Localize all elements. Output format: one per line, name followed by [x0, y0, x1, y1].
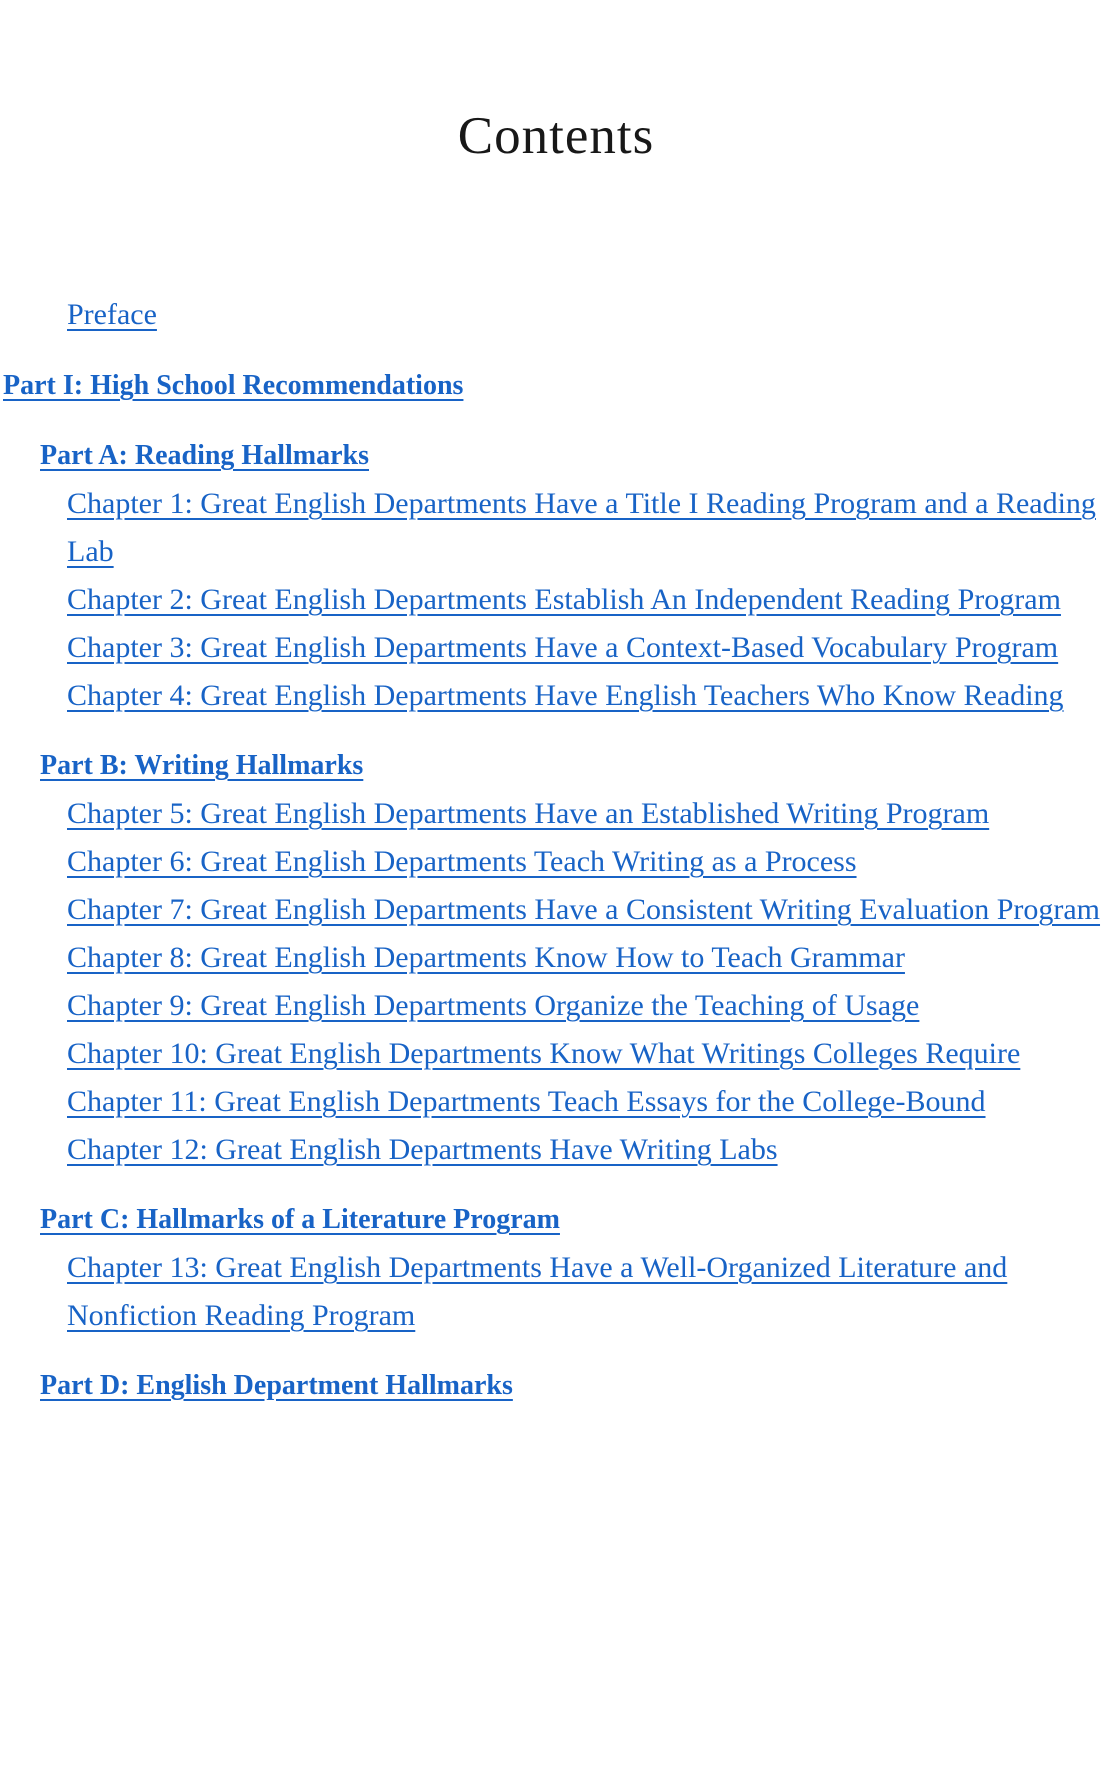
toc-link-chapter-3[interactable]: Chapter 3: Great English Departments Have a Context-Based Vocabulary Program: [67, 631, 1059, 664]
toc-link-chapter-12[interactable]: Chapter 12: Great English Departments Have Writing Labs: [67, 1133, 778, 1166]
toc-link-chapter-5[interactable]: Chapter 5: Great English Departments Have an Established Writing Program: [67, 797, 990, 830]
toc-row-part-d: [40, 1362, 1100, 1410]
toc-link-chapter-9[interactable]: Chapter 9: Great English Departments Organize the Teaching of Usage: [67, 989, 920, 1022]
toc-link-chapter-13[interactable]: Chapter 13: Great English Departments Have a Well-Organized Literature and Nonfiction Reading Program: [67, 1251, 1008, 1332]
toc-link-chapter-2[interactable]: Chapter 2: Great English Departments Establish An Independent Reading Program: [67, 583, 1061, 616]
list-item: [67, 1126, 1100, 1174]
toc-link-chapter-8[interactable]: Chapter 8: Great English Departments Know How to Teach Grammar: [67, 941, 905, 974]
chapter-list-part-a: [0, 480, 1112, 720]
chapter-list-part-b: [0, 790, 1112, 1174]
toc-link-chapter-4[interactable]: Chapter 4: Great English Departments Have English Teachers Who Know Reading: [67, 679, 1064, 712]
toc-link-part-i[interactable]: Part I: High School Recommendations: [3, 370, 464, 401]
toc-row-part-c: [40, 1196, 1100, 1244]
list-item: [67, 790, 1100, 838]
list-item: [67, 480, 1100, 576]
list-item: [67, 886, 1100, 934]
table-of-contents: [0, 291, 1112, 1410]
toc-link-chapter-7[interactable]: Chapter 7: Great English Departments Have a Consistent Writing Evaluation Program: [67, 893, 1101, 926]
toc-row-preface: [67, 291, 1100, 339]
toc-section-part-b: [0, 742, 1112, 1174]
chapter-list-part-c: [0, 1244, 1112, 1340]
list-item: [67, 1244, 1100, 1340]
toc-row-part-i: [3, 362, 1100, 410]
toc-section-part-c: [0, 1196, 1112, 1340]
toc-row-part-a: [40, 432, 1100, 480]
toc-link-part-b[interactable]: Part B: Writing Hallmarks: [40, 750, 364, 781]
toc-link-chapter-1[interactable]: Chapter 1: Great English Departments Have a Title I Reading Program and a Reading Lab: [67, 487, 1096, 568]
list-item: [67, 982, 1100, 1030]
toc-row-part-b: [40, 742, 1100, 790]
toc-link-chapter-6[interactable]: Chapter 6: Great English Departments Teach Writing as a Process: [67, 845, 857, 878]
list-item: [67, 934, 1100, 982]
toc-section-part-a: [0, 432, 1112, 720]
toc-link-chapter-11[interactable]: Chapter 11: Great English Departments Teach Essays for the College-Bound: [67, 1085, 986, 1118]
list-item: [67, 1030, 1100, 1078]
toc-link-part-a[interactable]: Part A: Reading Hallmarks: [40, 440, 369, 471]
contents-title: Contents: [457, 107, 655, 165]
list-item: [67, 624, 1100, 672]
toc-section-part-d: [0, 1362, 1112, 1410]
list-item: [67, 672, 1100, 720]
toc-link-preface[interactable]: Preface: [67, 298, 157, 331]
toc-link-part-c[interactable]: Part C: Hallmarks of a Literature Program: [40, 1204, 560, 1235]
toc-link-chapter-10[interactable]: Chapter 10: Great English Departments Know What Writings Colleges Require: [67, 1037, 1021, 1070]
toc-link-part-d[interactable]: Part D: English Department Hallmarks: [40, 1370, 513, 1401]
list-item: [67, 838, 1100, 886]
list-item: [67, 1078, 1100, 1126]
list-item: [67, 576, 1100, 624]
